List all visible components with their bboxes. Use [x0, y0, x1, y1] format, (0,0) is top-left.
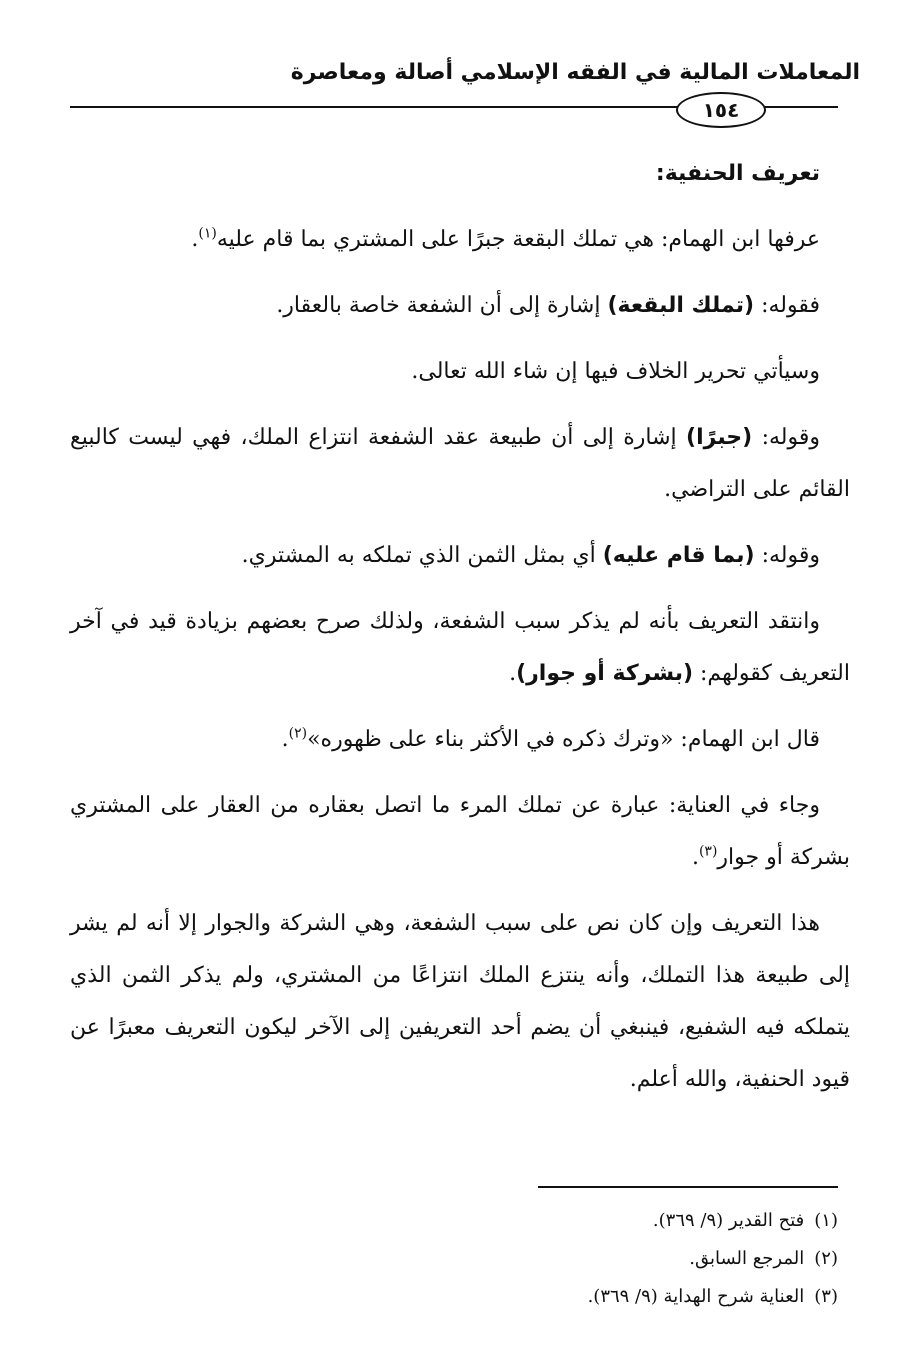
- paragraph-text: عرفها ابن الهمام: هي تملك البقعة جبرًا على المشتري بما قام عليه: [216, 227, 820, 252]
- paragraph-criticism: [70, 596, 850, 700]
- footnote-reference: (٢): [288, 725, 308, 742]
- quoted-term: (بشركة أو جوار): [516, 661, 694, 686]
- quoted-term: (جبرًا): [686, 425, 753, 450]
- footnote-reference: (٣): [698, 843, 718, 860]
- paragraph-quote: [70, 714, 850, 766]
- footnote-item: [80, 1202, 838, 1240]
- paragraph-prefix: وقوله:: [754, 543, 820, 568]
- paragraph-conclusion: هذا التعريف وإن كان نص على سبب الشفعة، وهي الشركة والجوار إلا أنه لم يشر إلى طبيعة هذا التملك، وأنه ينتزع الملك انتزاعًا من المشتري، ولم يذكر الثمن الذي يتملكه فيه الشفيع، فينبغي أن يضم أحد التعريفين إلى الآخر ليكون التعريف معبرًا عن قيود الحنفية، والله أعلم.: [70, 911, 850, 1092]
- quoted-term: (تملك البقعة): [607, 293, 755, 318]
- footnote-number: (٣): [814, 1286, 838, 1307]
- paragraph-commentary: [70, 280, 850, 332]
- paragraph-inaya: [70, 780, 850, 884]
- main-text: [70, 148, 850, 1120]
- footnotes: [80, 1202, 838, 1316]
- section-heading: تعريف الحنفية:: [655, 161, 820, 186]
- paragraph-commentary: [70, 412, 850, 516]
- footnote-separator: [538, 1186, 838, 1188]
- page-number: ١٥٤: [676, 92, 766, 128]
- footnote-item: [80, 1278, 838, 1316]
- footnote-text: العناية شرح الهداية (٩/ ٣٦٩).: [587, 1286, 805, 1307]
- quoted-term: (بما قام عليه): [602, 543, 755, 568]
- paragraph-text: قال ابن الهمام: «وترك ذكره في الأكثر بناء على ظهوره»: [307, 727, 820, 752]
- paragraph-end: .: [691, 845, 699, 870]
- footnote-item: [80, 1240, 838, 1278]
- paragraph-prefix: وانتقد التعريف بأنه لم يذكر سبب الشفعة، ولذلك صرح بعضهم بزيادة قيد في آخر التعريف كقولهم:: [70, 609, 850, 686]
- paragraph-prefix: وقوله:: [752, 425, 820, 450]
- paragraph-commentary: [70, 530, 850, 582]
- paragraph-suffix: إشارة إلى أن طبيعة عقد الشفعة انتزاع الملك، فهي ليست كالبيع القائم على التراضي.: [70, 425, 850, 502]
- footnote-number: (٢): [814, 1248, 838, 1269]
- footnote-reference: (١): [198, 225, 217, 242]
- paragraph-suffix: .: [509, 661, 517, 686]
- paragraph-text: وجاء في العناية: عبارة عن تملك المرء ما اتصل بعقاره من العقار على المشتري بشركة أو جوار: [70, 793, 850, 870]
- paragraph-end: .: [281, 727, 289, 752]
- footnote-text: المرجع السابق.: [689, 1248, 805, 1269]
- paragraph-suffix: إشارة إلى أن الشفعة خاصة بالعقار.: [276, 293, 608, 318]
- paragraph-note: وسيأتي تحرير الخلاف فيها إن شاء الله تعالى.: [411, 359, 820, 384]
- paragraph-definition: [70, 214, 850, 266]
- footnote-text: فتح القدير (٩/ ٣٦٩).: [652, 1210, 805, 1231]
- paragraph-prefix: فقوله:: [754, 293, 820, 318]
- paragraph-suffix: أي بمثل الثمن الذي تملكه به المشتري.: [241, 543, 603, 568]
- paragraph-end: .: [191, 227, 199, 252]
- footnote-number: (١): [814, 1210, 838, 1231]
- running-title: المعاملات المالية في الفقه الإسلامي أصالة ومعاصرة: [290, 60, 860, 85]
